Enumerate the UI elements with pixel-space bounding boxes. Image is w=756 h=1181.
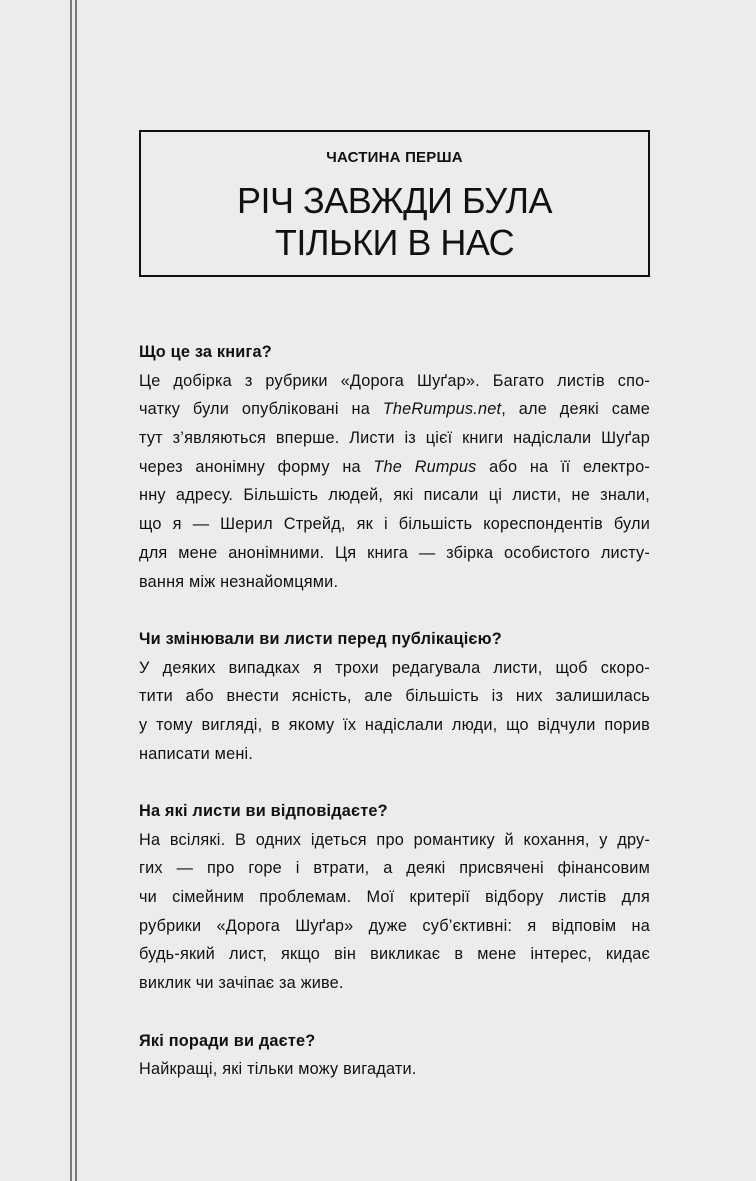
answer-line: тити або внести ясність, але більшість із них залишилась xyxy=(139,687,650,706)
answer-line: вання між незнайомцями. xyxy=(139,572,339,591)
answer-line: Найкращі, які тільки можу вигадати. xyxy=(139,1060,417,1079)
part-title xyxy=(141,180,648,264)
answer-line: у тому вигляді, в якому їх надіслали люди, що відчули порив xyxy=(139,715,650,734)
publication-name: The Rumpus xyxy=(373,457,477,476)
question: Які поради ви даєте? xyxy=(139,1031,316,1050)
part-title-line: РІЧ ЗАВЖДИ БУЛА xyxy=(236,180,553,221)
website-name: TheRumpus.net xyxy=(382,400,502,419)
qa-block xyxy=(139,1027,650,1084)
answer-line: рубрики «Дорога Шуґар» дуже суб’єктивні: я відповім на xyxy=(139,916,650,935)
answer-line: для мене анонімними. Ця книга — збірка особистого листу- xyxy=(139,543,650,562)
page-spine-line xyxy=(75,0,77,1181)
answer-line: У деяких випадках я трохи редагувала листи, щоб скоро- xyxy=(139,658,650,677)
answer-line: чи сімейним проблемам. Мої критерії відбору листів для xyxy=(139,888,650,907)
answer-line: чатку були опубліковані на TheRumpus.net, але деякі саме xyxy=(139,400,650,419)
answer-line: що я — Шерил Стрейд, як і більшість кореспондентів були xyxy=(139,515,650,534)
answer-line: тут з’являються вперше. Листи із цієї книги надіслали Шуґар xyxy=(139,429,650,448)
answer-line: нну адресу. Більшість людей, які писали ці листи, не знали, xyxy=(139,486,650,505)
answer-line: будь-який лист, якщо він викликає в мене інтерес, кидає xyxy=(139,945,650,964)
qa-block xyxy=(139,797,650,998)
answer-line: На всілякі. В одних ідеться про романтику й кохання, у дру- xyxy=(139,830,650,849)
qa-block xyxy=(139,625,650,768)
question: Що це за книга? xyxy=(139,343,272,361)
page-spine-line xyxy=(70,0,72,1181)
qa-section xyxy=(139,338,650,1113)
question: На які листи ви відповідаєте? xyxy=(139,802,388,820)
answer-line: виклик чи зачіпає за живе. xyxy=(139,974,344,993)
answer-line: написати мені. xyxy=(139,744,254,763)
part-title-line: ТІЛЬКИ В НАС xyxy=(274,222,515,263)
part-label: ЧАСТИНА ПЕРША xyxy=(326,149,463,166)
answer-line: гих — про горе і втрати, а деякі присвячені фінансовим xyxy=(139,859,650,878)
qa-block xyxy=(139,338,650,596)
part-title-box xyxy=(139,130,650,277)
question: Чи змінювали ви листи перед публікацією? xyxy=(139,629,502,648)
answer-line: Це добірка з рубрики «Дорога Шуґар». Багато листів спо- xyxy=(139,371,650,390)
answer-line: через анонімну форму на The Rumpus або на її електро- xyxy=(139,457,650,476)
